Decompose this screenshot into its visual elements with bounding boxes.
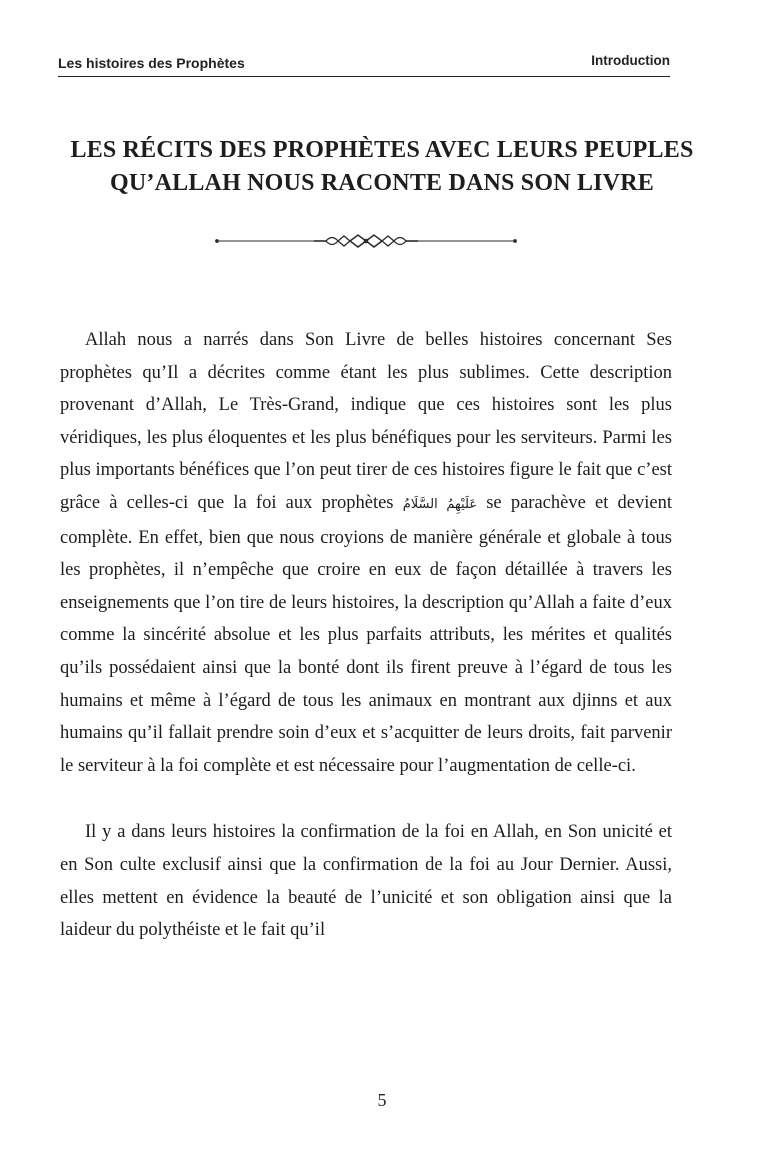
running-header	[58, 52, 670, 77]
honorific-arabic: عَلَيْهِمُ السَّلَامُ	[402, 496, 478, 512]
paragraph-1-text-b: se parachève et devient complète. En effet, bien que nous croyions de manière générale et globale à tous les prophètes, il n’empêche que croire en eux de façon détaillée à travers les enseignements que l’on tire de leurs histoires, la description qu’Allah a faite d’eux comme la sincérité absolue et les plus parfaits attributs, les mérites et qualités qu’ils possédaient ainsi que la bonté dont ils firent preuve à l’égard de tous les humains et même à l’égard de tous les animaux en montrant aux djinns et aux humains qu’il fallait prendre soin d’eux et s’acquitter de leurs droits, fait parvenir le serviteur à la foi complète et est nécessaire pour l’augmentation de celle-ci.	[60, 492, 672, 776]
body-text	[60, 324, 672, 947]
paragraph-1	[60, 324, 672, 782]
chapter-title-line-1: LES RÉCITS DES PROPHÈTES AVEC LEURS PEUPLES	[70, 137, 694, 163]
section-title: Introduction	[591, 53, 670, 68]
chapter-title	[40, 134, 724, 200]
ornament-divider-icon	[214, 232, 518, 250]
paragraph-2: Il y a dans leurs histoires la confirmation de la foi en Allah, en Son unicité et en Son culte exclusif ainsi que la confirmation de la foi au Jour Dernier. Aussi, elles mettent en évidence la beauté de l’unicité et son obligation ainsi que la laideur du polythéiste et le fait qu’il	[60, 822, 672, 941]
paragraph-1-text-a: Allah nous a narrés dans Son Livre de belles histoires concernant Ses prophètes qu’Il a décrites comme étant les plus sublimes. Cette description provenant d’Allah, Le Très-Grand, indique que ces histoires sont les plus véridiques, les plus éloquentes et les plus bénéfiques pour les serviteurs. Parmi les plus importants bénéfices que l’on peut tirer de ces histoires figure le fait que c’est grâce à celles-ci que la foi aux prophètes	[60, 330, 672, 513]
page-number: 5	[377, 1090, 387, 1110]
book-title: Les histoires des Prophètes	[58, 55, 245, 71]
chapter-title-line-2: QU’ALLAH NOUS RACONTE DANS SON LIVRE	[110, 170, 654, 196]
